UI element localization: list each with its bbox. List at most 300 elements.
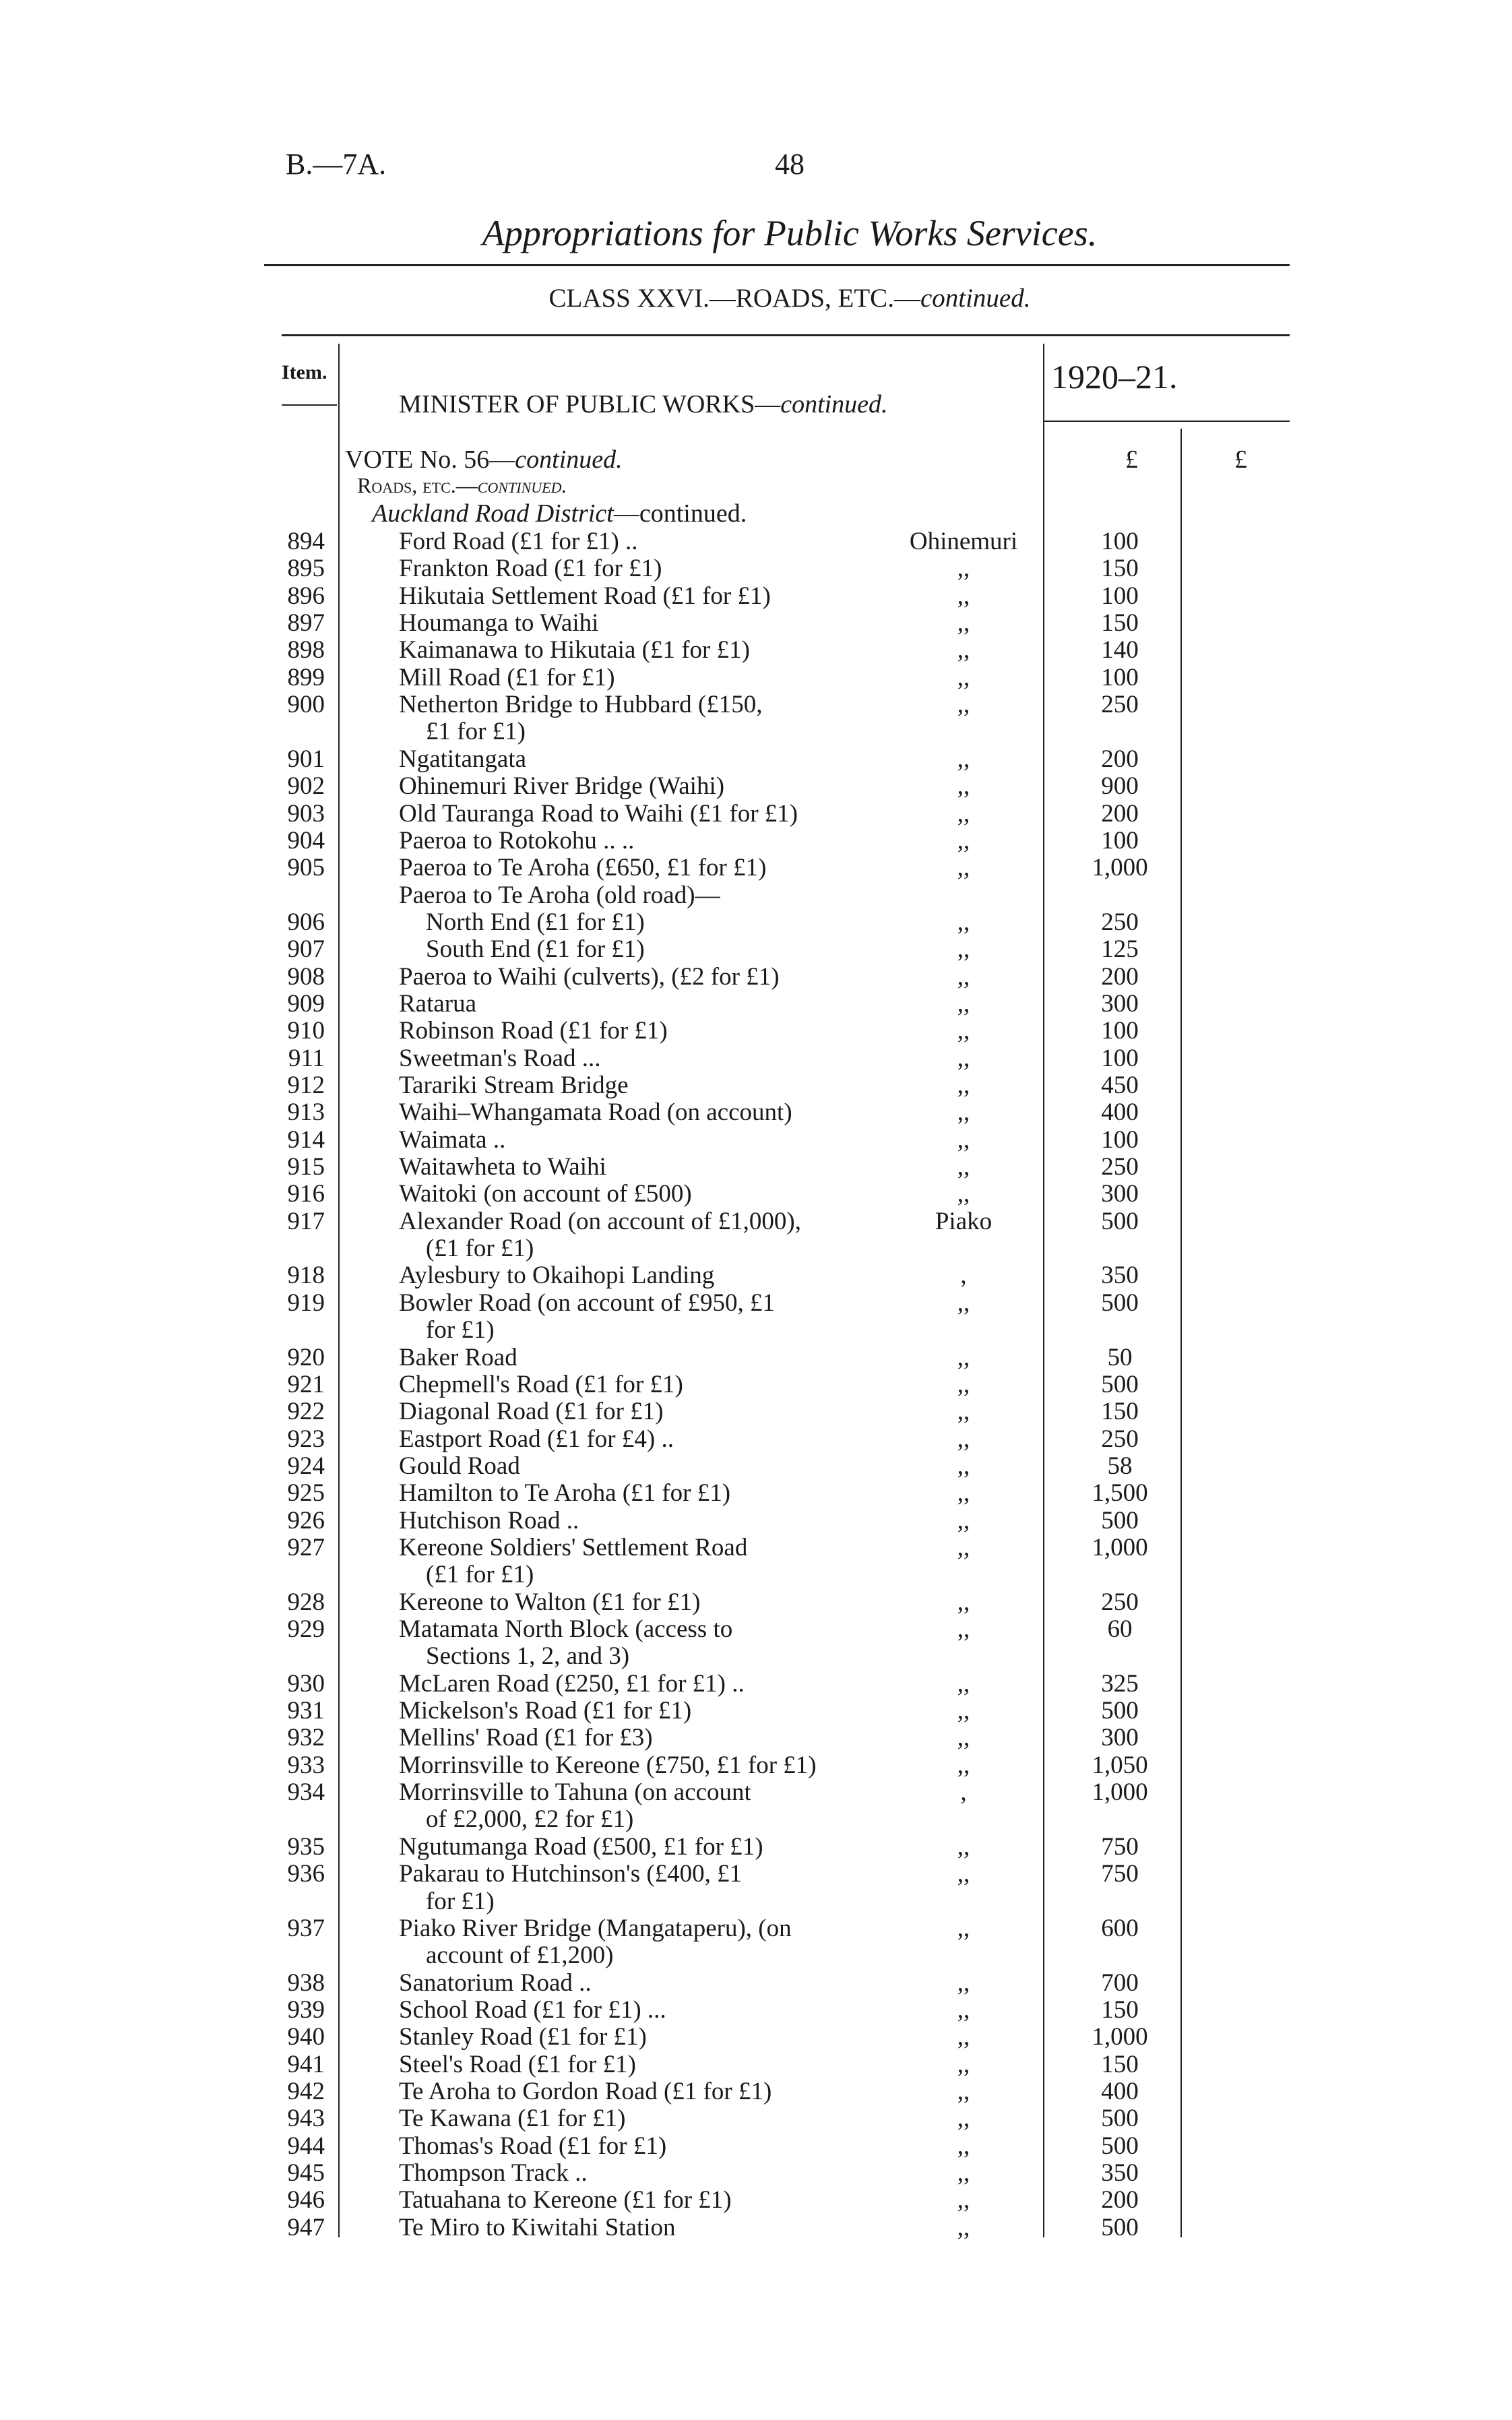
item-number: 902 <box>287 772 325 801</box>
district-column: ,, <box>957 2077 970 2105</box>
item-description: Morrinsville to Tahuna (on account <box>399 1778 751 1807</box>
item-number: 938 <box>287 1968 325 1997</box>
pound-symbol-total: £ <box>1234 445 1247 474</box>
amount: 250 <box>1101 1153 1139 1181</box>
amount: 500 <box>1101 2132 1139 2160</box>
table-row <box>0 1344 1512 1371</box>
amount: 150 <box>1101 1995 1139 2024</box>
amount: 350 <box>1101 1262 1139 1290</box>
item-description: (£1 for £1) <box>426 1561 534 1589</box>
amount: 125 <box>1101 935 1139 964</box>
item-description: Aylesbury to Okaihopi Landing <box>399 1262 715 1290</box>
item-description: Hamilton to Te Aroha (£1 for £1) <box>399 1479 731 1508</box>
table-row <box>0 1725 1512 1751</box>
item-number: 926 <box>287 1506 325 1534</box>
district-column: ,, <box>957 854 970 882</box>
table-row <box>0 1398 1512 1425</box>
item-number: 919 <box>287 1289 325 1317</box>
document-reference: B.—7A. <box>286 148 387 181</box>
table-row-continuation <box>0 1317 1512 1344</box>
item-number: 936 <box>287 1860 325 1888</box>
district-column: ,, <box>957 1506 970 1534</box>
table-row <box>0 555 1512 582</box>
year-header: 1920–21. <box>1051 358 1178 396</box>
amount: 250 <box>1101 1425 1139 1453</box>
vote-heading <box>345 445 623 474</box>
item-description: School Road (£1 for £1) ... <box>399 1995 666 2024</box>
item-description: Hikutaia Settlement Road (£1 for £1) <box>399 582 771 610</box>
item-description: Matamata North Block (access to <box>399 1615 733 1643</box>
amount: 1,000 <box>1092 2023 1148 2051</box>
item-number: 912 <box>287 1072 325 1099</box>
item-number: 933 <box>287 1751 325 1779</box>
amount: 350 <box>1101 2159 1139 2187</box>
item-description: Gould Road <box>399 1452 520 1480</box>
item-number: 894 <box>287 528 325 555</box>
table-row <box>0 1371 1512 1398</box>
vote-continued: continued. <box>515 445 623 474</box>
amount: 200 <box>1101 962 1139 991</box>
table-row <box>0 1181 1512 1208</box>
item-description: Stanley Road (£1 for £1) <box>399 2023 647 2051</box>
item-number: 935 <box>287 1832 325 1861</box>
amount: 700 <box>1101 1968 1139 1997</box>
amount: 200 <box>1101 799 1139 828</box>
item-description: (£1 for £1) <box>426 1235 534 1263</box>
district-column: ,, <box>957 663 970 691</box>
table-row <box>0 2051 1512 2078</box>
item-number: 943 <box>287 2105 325 2133</box>
district-column: ,, <box>957 745 970 773</box>
amount: 100 <box>1101 1044 1139 1072</box>
table-row-continuation <box>0 1561 1512 1588</box>
amount: 400 <box>1101 1098 1139 1127</box>
district-column: ,, <box>957 1072 970 1099</box>
item-description: Robinson Road (£1 for £1) <box>399 1017 668 1045</box>
item-description: Bowler Road (on account of £950, £1 <box>399 1289 775 1317</box>
table-row <box>0 1154 1512 1181</box>
amount: 140 <box>1101 636 1139 664</box>
item-number: 930 <box>287 1669 325 1698</box>
item-number: 907 <box>287 935 325 964</box>
item-description: for £1) <box>426 1316 495 1344</box>
item-number: 932 <box>287 1724 325 1752</box>
district-column: , <box>960 1778 967 1807</box>
table-row <box>0 1290 1512 1317</box>
amount: 250 <box>1101 691 1139 719</box>
item-number: 903 <box>287 799 325 828</box>
item-description: Thomas's Road (£1 for £1) <box>399 2132 667 2160</box>
table-row <box>0 1127 1512 1154</box>
amount: 1,050 <box>1092 1751 1148 1779</box>
district-name: Auckland Road District <box>372 499 614 528</box>
amount: 100 <box>1101 826 1139 855</box>
item-number: 923 <box>287 1425 325 1453</box>
item-number: 920 <box>287 1343 325 1371</box>
district-column: ,, <box>957 1153 970 1181</box>
table-row <box>0 1970 1512 1997</box>
item-description: Waitawheta to Waihi <box>399 1153 606 1181</box>
item-description: Paeroa to Te Aroha (£650, £1 for £1) <box>399 854 767 882</box>
roads-continued: continued. <box>477 473 567 497</box>
item-description: Ohinemuri River Bridge (Waihi) <box>399 772 725 801</box>
district-column: ,, <box>957 2213 970 2241</box>
item-description: Sweetman's Road ... <box>399 1044 601 1072</box>
amount: 500 <box>1101 1207 1139 1235</box>
class-heading-text: CLASS XXVI.—ROADS, ETC.— <box>548 284 920 313</box>
district-column: ,, <box>957 1370 970 1398</box>
class-heading <box>0 283 1512 313</box>
district-column: ,, <box>957 609 970 638</box>
item-number: 896 <box>287 582 325 610</box>
item-number: 941 <box>287 2050 325 2078</box>
amount: 750 <box>1101 1832 1139 1861</box>
table-row <box>0 1453 1512 1480</box>
item-description: Morrinsville to Kereone (£750, £1 for £1) <box>399 1751 817 1779</box>
item-description: Paeroa to Waihi (culverts), (£2 for £1) <box>399 962 780 991</box>
table-row <box>0 2187 1512 2214</box>
minister-heading <box>399 390 888 419</box>
item-number: 925 <box>287 1479 325 1508</box>
item-description: Hutchison Road .. <box>399 1506 579 1534</box>
amount: 200 <box>1101 745 1139 773</box>
table-row <box>0 1426 1512 1453</box>
item-description: Waimata .. <box>399 1125 506 1154</box>
amount: 100 <box>1101 528 1139 555</box>
district-column: ,, <box>957 1724 970 1752</box>
district-column: ,, <box>957 1398 970 1426</box>
amount: 325 <box>1101 1669 1139 1698</box>
district-column: ,, <box>957 989 970 1018</box>
item-number: 929 <box>287 1615 325 1643</box>
item-description: Houmanga to Waihi <box>399 609 599 638</box>
item-description: Mellins' Road (£1 for £3) <box>399 1724 653 1752</box>
item-number: 901 <box>287 745 325 773</box>
table-row <box>0 1997 1512 2024</box>
table-row <box>0 828 1512 855</box>
amount: 300 <box>1101 989 1139 1018</box>
item-number: 946 <box>287 2186 325 2214</box>
table-row <box>0 637 1512 664</box>
district-column: ,, <box>957 1669 970 1698</box>
district-column: ,, <box>957 1343 970 1371</box>
table-row <box>0 1534 1512 1561</box>
table-row <box>0 801 1512 828</box>
district-column: ,, <box>957 908 970 936</box>
district-column: ,, <box>957 1479 970 1508</box>
district-column: ,, <box>957 962 970 991</box>
item-description: Netherton Bridge to Hubbard (£150, <box>399 691 763 719</box>
minister-heading-text: MINISTER OF PUBLIC WORKS— <box>399 390 781 418</box>
class-heading-continued: continued. <box>920 284 1031 313</box>
amount: 150 <box>1101 2050 1139 2078</box>
item-number: 910 <box>287 1017 325 1045</box>
table-row <box>0 664 1512 691</box>
item-description: Eastport Road (£1 for £4) .. <box>399 1425 674 1453</box>
item-description: Piako River Bridge (Mangataperu), (on <box>399 1914 792 1942</box>
item-number: 914 <box>287 1125 325 1154</box>
item-description: Mill Road (£1 for £1) <box>399 663 615 691</box>
item-description: McLaren Road (£250, £1 for £1) .. <box>399 1669 745 1698</box>
amount: 50 <box>1107 1343 1133 1371</box>
item-description: Kereone to Walton (£1 for £1) <box>399 1588 701 1616</box>
table-row <box>0 1671 1512 1698</box>
item-description: Kereone Soldiers' Settlement Road <box>399 1533 748 1561</box>
table-row <box>0 2024 1512 2051</box>
item-number: 900 <box>287 691 325 719</box>
table-row <box>0 1616 1512 1643</box>
item-description: Thompson Track .. <box>399 2159 588 2187</box>
table-row-continuation <box>0 1806 1512 1833</box>
table-row <box>0 746 1512 773</box>
item-description: Frankton Road (£1 for £1) <box>399 555 662 583</box>
table-row <box>0 1698 1512 1725</box>
item-number: 927 <box>287 1533 325 1561</box>
amount: 1,000 <box>1092 1778 1148 1807</box>
item-description: Diagonal Road (£1 for £1) <box>399 1398 664 1426</box>
item-number: 897 <box>287 609 325 638</box>
item-number: 937 <box>287 1914 325 1942</box>
item-description: Te Kawana (£1 for £1) <box>399 2105 626 2133</box>
amount: 250 <box>1101 908 1139 936</box>
amount: 450 <box>1101 1072 1139 1099</box>
district-column: ,, <box>957 1452 970 1480</box>
amount: 1,500 <box>1092 1479 1148 1508</box>
amount: 300 <box>1101 1180 1139 1208</box>
item-number: 939 <box>287 1995 325 2024</box>
item-number: 928 <box>287 1588 325 1616</box>
item-number: 947 <box>287 2213 325 2241</box>
district-column: ,, <box>957 2105 970 2133</box>
item-number: 924 <box>287 1452 325 1480</box>
district-column: ,, <box>957 691 970 719</box>
amount: 500 <box>1101 1370 1139 1398</box>
table-row-continuation <box>0 882 1512 909</box>
district-column: ,, <box>957 1968 970 1997</box>
table-row <box>0 2133 1512 2160</box>
item-description: Sanatorium Road .. <box>399 1968 592 1997</box>
district-column: ,, <box>957 1044 970 1072</box>
table-row-continuation <box>0 1888 1512 1915</box>
item-number: 905 <box>287 854 325 882</box>
page-number: 48 <box>775 148 805 181</box>
table-row <box>0 1208 1512 1235</box>
district-column: ,, <box>957 826 970 855</box>
district-column: ,, <box>957 1697 970 1725</box>
table-row <box>0 1045 1512 1072</box>
table-row <box>0 1508 1512 1534</box>
item-number: 904 <box>287 826 325 855</box>
item-description: Te Miro to Kiwitahi Station <box>399 2213 676 2241</box>
district-column: ,, <box>957 1017 970 1045</box>
amount: 500 <box>1101 2105 1139 2133</box>
table-row <box>0 2078 1512 2105</box>
roads-text: Roads, etc.— <box>357 473 478 497</box>
item-header-underline <box>282 404 337 406</box>
page-title: Appropriations for Public Works Services. <box>482 213 1098 253</box>
district-column: ,, <box>957 2186 970 2214</box>
item-description: Mickelson's Road (£1 for £1) <box>399 1697 692 1725</box>
district-column: Ohinemuri <box>909 528 1018 555</box>
amount: 600 <box>1101 1914 1139 1942</box>
item-number: 945 <box>287 2159 325 2187</box>
district-column: ,, <box>957 1751 970 1779</box>
item-number: 906 <box>287 908 325 936</box>
amount: 1,000 <box>1092 854 1148 882</box>
amount: 150 <box>1101 555 1139 583</box>
district-column: ,, <box>957 636 970 664</box>
district-column: ,, <box>957 555 970 583</box>
table-row <box>0 2105 1512 2132</box>
district-column: ,, <box>957 1098 970 1127</box>
district-column: ,, <box>957 1125 970 1154</box>
item-description: Ngatitangata <box>399 745 527 773</box>
amount: 1,000 <box>1092 1533 1148 1561</box>
vote-text: VOTE No. 56— <box>345 445 515 474</box>
item-description: Ngutumanga Road (£500, £1 for £1) <box>399 1832 763 1861</box>
table-row <box>0 991 1512 1018</box>
amount: 300 <box>1101 1724 1139 1752</box>
table-row <box>0 936 1512 963</box>
district-column: ,, <box>957 582 970 610</box>
item-description: Pakarau to Hutchinson's (£400, £1 <box>399 1860 743 1888</box>
table-row-continuation <box>0 1643 1512 1670</box>
item-number: 908 <box>287 962 325 991</box>
item-description: Steel's Road (£1 for £1) <box>399 2050 636 2078</box>
district-continued: —continued. <box>613 499 747 528</box>
district-column: ,, <box>957 1289 970 1317</box>
table-row <box>0 691 1512 718</box>
table-row <box>0 2160 1512 2187</box>
item-description: Paeroa to Te Aroha (old road)— <box>399 881 720 909</box>
district-column: ,, <box>957 935 970 964</box>
item-description: Alexander Road (on account of £1,000), <box>399 1207 801 1235</box>
minister-heading-continued: continued. <box>780 390 888 418</box>
item-description: North End (£1 for £1) <box>426 908 645 936</box>
amount: 500 <box>1101 1506 1139 1534</box>
amount: 400 <box>1101 2077 1139 2105</box>
item-number: 918 <box>287 1262 325 1290</box>
amount: 750 <box>1101 1860 1139 1888</box>
item-description: Paeroa to Rotokohu .. .. <box>399 826 635 855</box>
item-description: £1 for £1) <box>426 718 526 746</box>
table-row <box>0 1262 1512 1289</box>
roads-subheading <box>357 473 567 498</box>
item-number: 913 <box>287 1098 325 1127</box>
item-number: 898 <box>287 636 325 664</box>
district-column: ,, <box>957 1860 970 1888</box>
district-column: Piako <box>935 1207 993 1235</box>
district-column: ,, <box>957 1832 970 1861</box>
item-description: Tatuahana to Kereone (£1 for £1) <box>399 2186 732 2214</box>
district-column: ,, <box>957 2159 970 2187</box>
district-column: ,, <box>957 1425 970 1453</box>
district-column: ,, <box>957 1914 970 1942</box>
district-column: ,, <box>957 2132 970 2160</box>
title-rule <box>264 264 1290 266</box>
amount: 60 <box>1107 1615 1133 1643</box>
item-number: 922 <box>287 1398 325 1426</box>
district-column: ,, <box>957 799 970 828</box>
district-column: ,, <box>957 1615 970 1643</box>
table-row <box>0 528 1512 555</box>
district-column: , <box>960 1262 967 1290</box>
amount: 100 <box>1101 663 1139 691</box>
pound-symbol-amount: £ <box>1125 445 1138 474</box>
table-row <box>0 1834 1512 1861</box>
district-column: ,, <box>957 1533 970 1561</box>
table-row <box>0 1072 1512 1099</box>
item-number: 934 <box>287 1778 325 1807</box>
amount: 150 <box>1101 609 1139 638</box>
item-column-header: Item. <box>282 361 327 383</box>
table-row <box>0 964 1512 991</box>
district-subheading <box>372 499 747 528</box>
amount: 100 <box>1101 1125 1139 1154</box>
item-number: 916 <box>287 1180 325 1208</box>
table-row-continuation <box>0 1235 1512 1262</box>
district-column: ,, <box>957 2050 970 2078</box>
item-number: 931 <box>287 1697 325 1725</box>
item-description: Ratarua <box>399 989 477 1018</box>
item-description: Chepmell's Road (£1 for £1) <box>399 1370 683 1398</box>
table-row <box>0 583 1512 610</box>
table-row <box>0 909 1512 936</box>
amount: 58 <box>1107 1452 1133 1480</box>
year-header-underline <box>1043 421 1290 422</box>
amount: 500 <box>1101 1697 1139 1725</box>
item-number: 895 <box>287 555 325 583</box>
item-description: Kaimanawa to Hikutaia (£1 for £1) <box>399 636 750 664</box>
item-number: 921 <box>287 1370 325 1398</box>
table-row <box>0 1779 1512 1806</box>
table-row <box>0 1099 1512 1126</box>
table-row <box>0 610 1512 637</box>
amount: 500 <box>1101 2213 1139 2241</box>
district-column: ,, <box>957 1180 970 1208</box>
item-description: Old Tauranga Road to Waihi (£1 for £1) <box>399 799 798 828</box>
amount: 100 <box>1101 582 1139 610</box>
item-number: 899 <box>287 663 325 691</box>
amount: 100 <box>1101 1017 1139 1045</box>
item-number: 940 <box>287 2023 325 2051</box>
table-row <box>0 773 1512 800</box>
item-number: 911 <box>288 1044 325 1072</box>
table-row <box>0 2214 1512 2241</box>
item-description: of £2,000, £2 for £1) <box>426 1805 634 1834</box>
table-row <box>0 1861 1512 1888</box>
amount: 200 <box>1101 2186 1139 2214</box>
amount: 150 <box>1101 1398 1139 1426</box>
district-column: ,, <box>957 1995 970 2024</box>
item-description: Waihi–Whangamata Road (on account) <box>399 1098 792 1127</box>
table-row <box>0 1589 1512 1616</box>
item-description: South End (£1 for £1) <box>426 935 645 964</box>
table-row <box>0 1752 1512 1779</box>
table-top-rule <box>282 334 1290 336</box>
item-description: for £1) <box>426 1887 495 1915</box>
district-column: ,, <box>957 1588 970 1616</box>
item-description: Sections 1, 2, and 3) <box>426 1642 630 1671</box>
amount: 900 <box>1101 772 1139 801</box>
table-row <box>0 1480 1512 1507</box>
item-number: 915 <box>287 1153 325 1181</box>
district-column: ,, <box>957 772 970 801</box>
item-number: 917 <box>287 1207 325 1235</box>
amount: 250 <box>1101 1588 1139 1616</box>
item-description: account of £1,200) <box>426 1942 614 1970</box>
item-number: 944 <box>287 2132 325 2160</box>
